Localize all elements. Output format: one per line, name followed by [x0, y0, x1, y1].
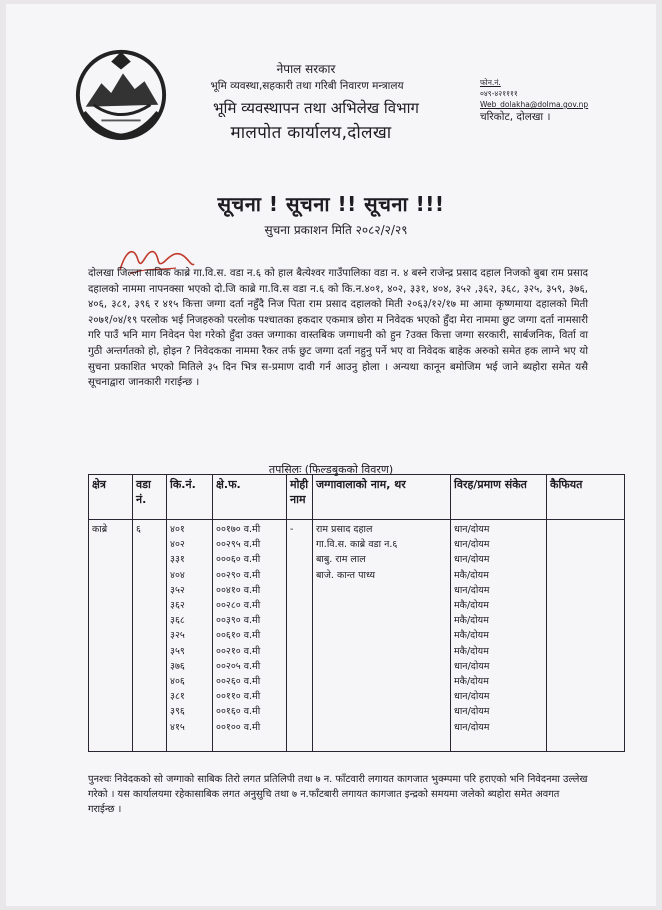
birah-value: धान/दोयम [454, 706, 490, 718]
owner-line: गा.वि.स. काब्रे वडा न.६ [316, 539, 398, 551]
table-row [89, 520, 625, 752]
birah-value: धान/दोयम [454, 660, 490, 672]
birah-value: मकै/दोयम [454, 569, 489, 581]
phone-label: फोन.नं. [480, 78, 501, 87]
kitta-value: ४०१ [170, 524, 185, 535]
col-header-remarks: कैफियत [547, 475, 625, 520]
table-title: तपसिलः (फिल्डबुकको विवरण) [268, 463, 394, 476]
birah-value: मकै/दोयम [454, 676, 489, 688]
col-header-kitta: कि.नं. [167, 475, 213, 520]
cell-remarks [547, 520, 625, 752]
kitta-value: ३५९ [170, 645, 185, 657]
table-header-row [89, 475, 625, 520]
ksf-value: ००२१० व.मी [216, 645, 261, 657]
col-header-ward: वडा नं. [133, 475, 167, 520]
birah-value: धान/दोयम [454, 539, 490, 551]
birah-value: मकै/दोयम [454, 615, 489, 627]
col-header-mohi: मोही नाम [287, 475, 313, 520]
kitta-value: ३६८ [170, 615, 185, 627]
cell-ksf-list [213, 520, 287, 752]
ministry-name: भूमि व्यवस्था,सहकारी तथा गरिबी निवारण मन्त्रालय [210, 80, 404, 92]
field-book-table [88, 474, 625, 752]
kitta-value: ३५२ [170, 584, 185, 596]
owner-line: बाबु. राम लाल [316, 554, 366, 566]
cell-area: काब्रे [89, 520, 133, 752]
kitta-value: ३६२ [170, 600, 185, 612]
ksf-value: ००११० व.मी [216, 691, 261, 703]
birah-value: धान/दोयम [454, 691, 490, 703]
cell-ward: ६ [133, 520, 167, 752]
birah-value: धान/दोयम [454, 584, 490, 596]
kitta-value: ३९६ [170, 706, 185, 718]
ksf-value: ००२०५ व.मी [216, 660, 261, 672]
postscript-note: पुनश्चः निवेदकको सो जग्गाको साबिक तिरो लगत प्रतिलिपी तथा ७ न. फाँटवारी लगायत कागजात भुक्म्पमा परि हराएको भनि निवेदनमा उल्लेख गरेको । यस कार्यालयमा रहेकासाबिक लगत अनुसुचि तथा ७ न.फाँटबारी लगायत कागजात इन्द्रको समयमा जलेको ब्यहोरा समेत अवगत गराईन्छ । [88, 774, 588, 816]
col-header-ksf: क्षे.फ. [213, 475, 287, 520]
kitta-value: ३२५ [170, 630, 185, 642]
owner-line: राम प्रसाद दहाल [316, 524, 373, 535]
ksf-value: ००४१० व.मी [216, 584, 261, 596]
birah-value: धान/दोयम [454, 524, 490, 535]
col-header-area: क्षेत्र [89, 475, 133, 520]
kitta-value: ३७६ [170, 660, 185, 672]
kitta-value: ४०४ [170, 569, 185, 581]
kitta-value: ३३१ [170, 554, 185, 566]
kitta-value: ४१५ [170, 721, 185, 733]
ksf-value: ००६१० व.मी [216, 630, 261, 642]
notice-body: दोलखा जिल्ला साबिक काब्रे गा.वि.स. वडा न.६ को हाल बैत्येश्वर गाउँपालिका वडा न. ४ बस्ने राजेन्द्र प्रसाद दहाल निजको बुबा राम प्रसाद दहालको नाममा नापनक्सा भएको दो.जि काब्रे गा.वि.स वडा न.६ को कि.न.४०१, ४०२, ३३१, ४०४, ३५२ ,३६२, ३६८, ३२५, ३५९, ३७६, ४०६, ३८१, ३९६ र ४१५ कित्ता जग्गा दर्ता नहुँदै निज पिता राम प्रसाद दहालको मिती २०६३/१२/१७ मा आमा कृष्णमाया दहालको मिती २०७१/०४/१९ परलोक भई निजहरुको परलोक पश्चातका हकदार एकमात्र छोरा म निवेदक भएको हुँदा मेरा नाममा छुट जग्गा दर्ता नामसारी गरि पाउँ भनि माग निवेदन पेश गरेको हुँदा उक्त जग्गाका वास्तबिक जग्गाधनी को हुन ?उक्त कित्ता जग्गा सरकारी, सार्बजनिक, विर्ता वा गुठी अन्तर्गतको हो, होइन ? निवेदकका नाममा रैकर तर्फ छुट जग्गा दर्ता नहुनु पर्ने भए वा निवेदक बाहेक अरुको समेत हक लाग्ने भए यो सुचना प्रकाशित भएको मितिले ३५ दिन भित्र स-प्रमाण दावी गर्न आउनु होला । अन्यथा कानून बमोजिम भई जाने ब्यहोरा समेत यसै सूचनाद्वारा जानकारी गराईन्छ । [88, 268, 588, 389]
ksf-value: ००१६० व.मी [216, 706, 261, 718]
birah-value: मकै/दोयम [454, 645, 489, 657]
publication-date: सुचना प्रकाशन मिति २०८२/२/२९ [264, 223, 408, 237]
contact-block [480, 77, 588, 123]
ksf-value: ००२८० व.मी [216, 600, 261, 612]
web-address: Web_dolakha@dolma.gov.np [480, 100, 589, 109]
document-page [6, 4, 656, 906]
notice-headline: सूचना ! सूचना !! सूचना !!! [217, 192, 445, 216]
office-location: चरिकोट, दोलखा । [480, 111, 551, 123]
cell-birah-list [451, 520, 547, 752]
ksf-value: ००१०० व.मी [216, 721, 261, 733]
kitta-value: ४०२ [170, 539, 185, 551]
kitta-value: ४०६ [170, 676, 185, 688]
ksf-value: ००३९० व.मी [216, 615, 261, 627]
cell-kitta-list [167, 520, 213, 752]
birah-value: मकै/दोयम [454, 630, 489, 642]
owner-line: बाजे. कान्त पाध्य [316, 569, 376, 581]
col-header-birah: विरह/प्रमाण संकेत [451, 475, 547, 520]
birah-value: धान/दोयम [454, 721, 490, 733]
nepal-emblem-icon [72, 44, 170, 142]
col-header-owner: जग्गावालाको नाम, थर [313, 475, 451, 520]
cell-owner [313, 520, 451, 752]
ksf-value: ०००६० व.मी [216, 554, 261, 566]
birah-value: धान/दोयम [454, 554, 490, 566]
cell-mohi: - [287, 520, 313, 752]
ksf-value: ००२९५ व.मी [216, 539, 261, 551]
ksf-value: ००१७० व.मी [216, 524, 261, 535]
department-name: भूमि व्यवस्थापन तथा अभिलेख विभाग [213, 99, 419, 117]
office-name: मालपोत कार्यालय,दोलखा [230, 123, 392, 143]
ksf-value: ००२६० व.मी [216, 676, 261, 688]
govt-name: नेपाल सरकार [276, 62, 336, 76]
phone-value: ०४९-४२११११ [480, 89, 518, 98]
ksf-value: ००२९० व.मी [216, 569, 261, 581]
birah-value: मकै/दोयम [454, 600, 489, 612]
kitta-value: ३८१ [170, 691, 185, 703]
